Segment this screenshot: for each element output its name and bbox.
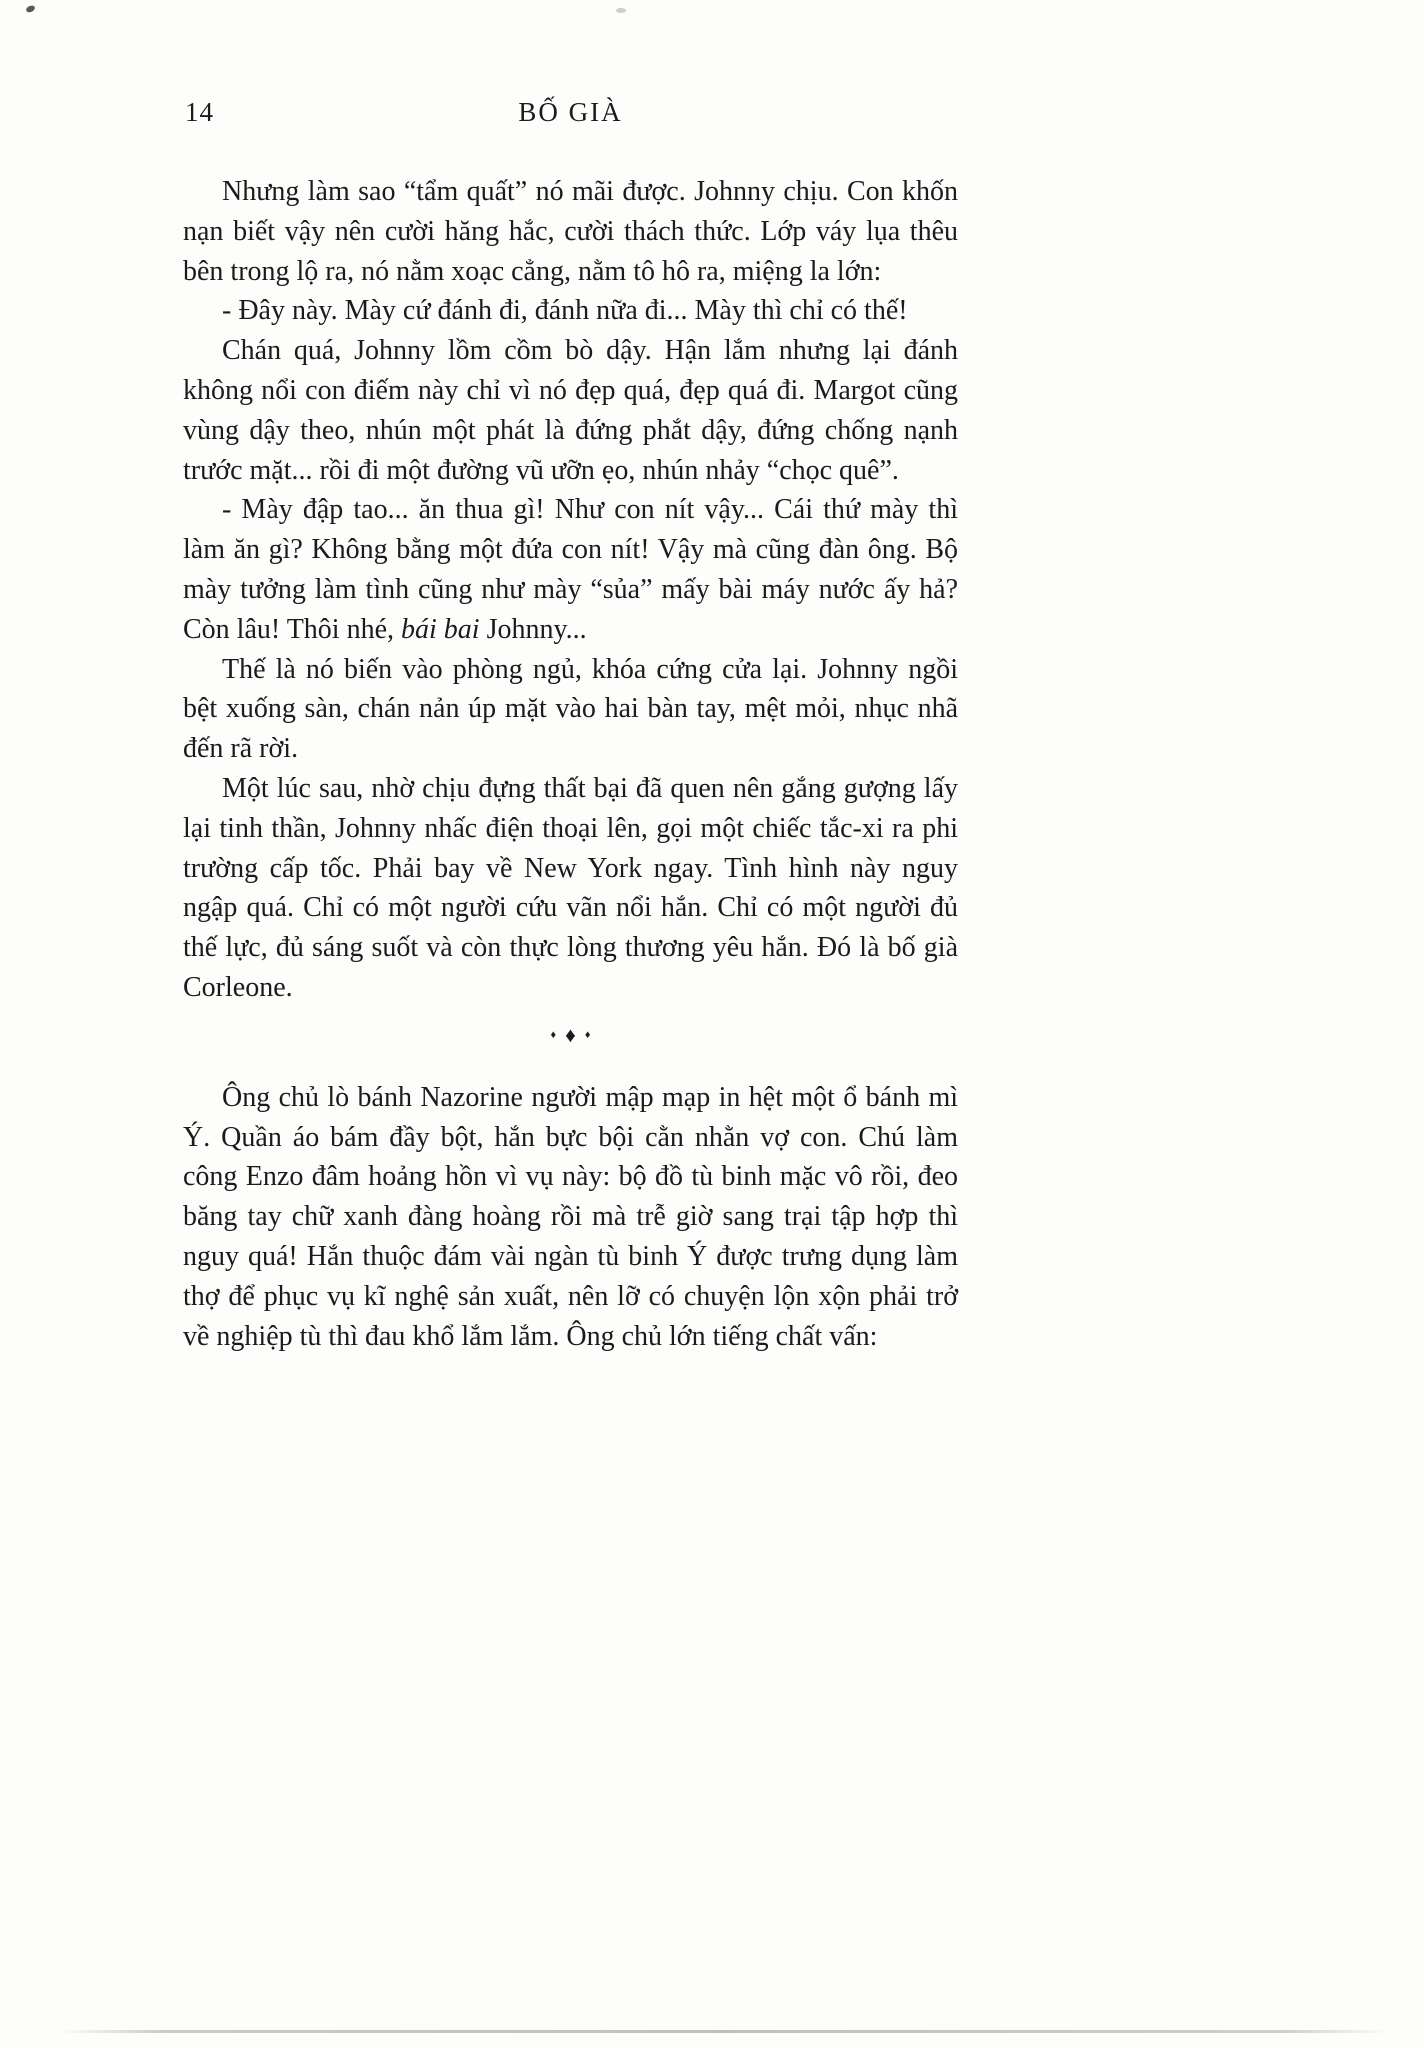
- paragraph: [183, 490, 958, 649]
- paragraph: [183, 291, 958, 331]
- text-segment: Chán quá, Johnny lồm cồm bò dậy. Hận lắm nhưng lại đánh không nổi con điếm này chỉ vì nó đẹp quá, đẹp quá đi. Margot cũng vùng dậy theo, nhún một phát là đứng phắt dậy, đứng chống nạnh trước mặt... rồi đi một đường vũ ưỡn ẹo, nhún nhảy “chọc quê”.: [183, 335, 958, 486]
- text-segment: - Mày đập tao... ăn thua gì! Như con nít vậy... Cái thứ mày thì làm ăn gì? Không bằng một đứa con nít! Vậy mà cũng đàn ông. Bộ mày tưởng làm tình cũng như mày “sủa” mấy bài máy nước ấy hả? Còn lâu! Thôi nhé,: [183, 494, 958, 645]
- scan-artifact-line: [58, 2030, 1390, 2033]
- section-separator: [183, 1016, 958, 1056]
- paragraph: [183, 650, 958, 769]
- page-header: [183, 0, 958, 127]
- text-segment: Nhưng làm sao “tẩm quất” nó mãi được. Johnny chịu. Con khốn nạn biết vậy nên cười hăng hắc, cười thách thức. Lớp váy lụa thêu bên trong lộ ra, nó nằm xoạc cẳng, nằm tô hô ra, miệng la lớn:: [183, 176, 958, 287]
- diamond-icon: ♦: [565, 1023, 576, 1048]
- text-segment: Ông chủ lò bánh Nazorine người mập mạp in hệt một ổ bánh mì Ý. Quần áo bám đầy bột, hắn bực bội cằn nhằn vợ con. Chú làm công Enzo đâm hoảng hồn vì vụ này: bộ đồ tù binh mặc vô rồi, đeo băng tay chữ xanh đàng hoàng rồi mà trễ giờ sang trại tập hợp thì nguy quá! Hắn thuộc đám vài ngàn tù binh Ý được trưng dụng làm thợ để phục vụ kĩ nghệ sản xuất, nên lỡ có chuyện lộn xộn phải trở về nghiệp tù thì đau khổ lắm lắm. Ông chủ lớn tiếng chất vấn:: [183, 1081, 958, 1352]
- text-segment: - Đây này. Mày cứ đánh đi, đánh nữa đi... Mày thì chỉ có thế!: [222, 295, 908, 327]
- text-segment: bái bai: [401, 613, 480, 645]
- paragraph: [183, 331, 958, 490]
- running-title: BỐ GIÀ: [518, 97, 623, 127]
- paragraph: [183, 769, 958, 1008]
- diamond-icon: ♦: [550, 1029, 557, 1042]
- paragraph: [183, 172, 958, 291]
- page-body: [183, 172, 958, 1356]
- text-segment: Thế là nó biến vào phòng ngủ, khóa cứng cửa lại. Johnny ngồi bệt xuống sàn, chán nản úp mặt vào hai bàn tay, mệt mỏi, nhục nhã đến rã rời.: [183, 653, 958, 765]
- text-segment: Một lúc sau, nhờ chịu đựng thất bại đã quen nên gắng gượng lấy lại tinh thần, Johnny nhấc điện thoại lên, gọi một chiếc tắc-xi ra phi trường cấp tốc. Phải bay về New York ngay. Tình hình này nguy ngập quá. Chỉ có một người cứu vãn nổi hắn. Chỉ có một người đủ thế lực, đủ sáng suốt và còn thực lòng thương yêu hắn. Đó là bố già Corleone.: [183, 772, 958, 1003]
- page-number: 14: [185, 97, 214, 127]
- scan-speck: [25, 5, 35, 13]
- text-segment: Johnny...: [479, 613, 587, 645]
- diamond-icon: ♦: [584, 1029, 591, 1042]
- paragraph: [183, 1078, 958, 1357]
